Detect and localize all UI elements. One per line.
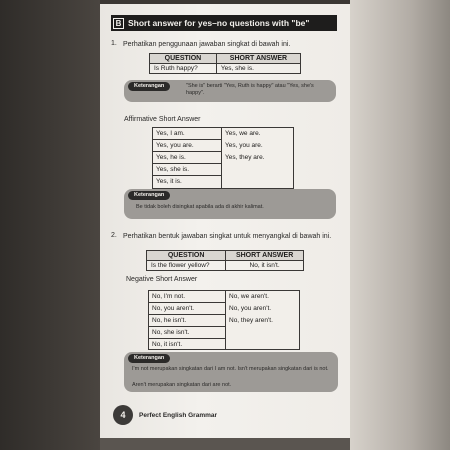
table-cell-question: Is the flower yellow? [147,261,226,271]
list-item: No, it isn't. [152,341,183,348]
table-cell-answer: Yes, she is. [216,64,300,74]
list-item: No, you aren't. [149,303,225,315]
table-header-question: QUESTION [147,251,226,261]
part2-note [124,352,338,392]
affirmative-answer-box [152,127,294,189]
note-tag: Keterangan [128,354,170,363]
page-number: 4 [113,405,133,425]
part1-note [124,80,336,102]
list-item: Yes, he is. [153,152,221,164]
part1-note2 [124,189,336,219]
list-item: Yes, we are. [225,130,261,137]
list-item: No, we aren't. [229,293,269,300]
note-text: Be tidak boleh disingkat apabila ada di akhir kalimat. [136,204,264,210]
part1-question-table [149,53,301,74]
list-item: Yes, they are. [225,154,265,161]
affirmative-title: Affirmative Short Answer [124,116,201,123]
part2-instruction: Perhatikan bentuk jawaban singkat untuk menyangkal di bawah ini. [123,233,332,240]
section-title: Short answer for yes–no questions with "be" [128,18,310,28]
negative-answer-box [148,290,300,350]
table-header-short-answer: SHORT ANSWER [226,251,304,261]
list-item: No, he isn't. [149,315,225,327]
book-title: Perfect English Grammar [139,411,218,419]
list-item: No, I'm not. [149,291,225,303]
section-badge: B [113,18,124,29]
negative-title: Negative Short Answer [126,276,198,283]
book-page [100,4,350,438]
background-left [0,0,100,450]
note-tag: Keterangan [128,82,170,91]
part2-number: 2. [111,232,117,239]
section-header [111,15,337,31]
note-text-line2: Aren't merupakan singkatan dari are not. [132,382,232,388]
note-text-line1: I'm not merupakan singkatan dari I am not. Isn't merupakan singkatan dari is not. [132,366,329,372]
table-header-question: QUESTION [150,54,217,64]
part1-instruction: Perhatikan penggunaan jawaban singkat di bawah ini. [123,41,291,48]
page-footer [113,404,217,426]
list-item: Yes, it is. [156,178,182,185]
note-tag: Keterangan [128,191,170,200]
background-bottom [100,436,350,450]
table-header-short-answer: SHORT ANSWER [216,54,300,64]
part1-number: 1. [111,40,117,47]
background-right [350,0,450,450]
list-item: Yes, you are. [225,142,263,149]
list-item: No, she isn't. [149,327,225,339]
note-text: "She is" berarti "Yes, Ruth is happy" atau "Yes, she's happy". [186,83,314,96]
list-item: Yes, you are. [153,140,221,152]
list-item: No, you aren't. [229,305,272,312]
table-cell-question: Is Ruth happy? [150,64,217,74]
list-item: No, they aren't. [229,317,273,324]
list-item: Yes, she is. [153,164,221,176]
table-cell-answer: No, it isn't. [226,261,304,271]
part2-question-table [146,250,304,271]
list-item: Yes, I am. [153,128,221,140]
